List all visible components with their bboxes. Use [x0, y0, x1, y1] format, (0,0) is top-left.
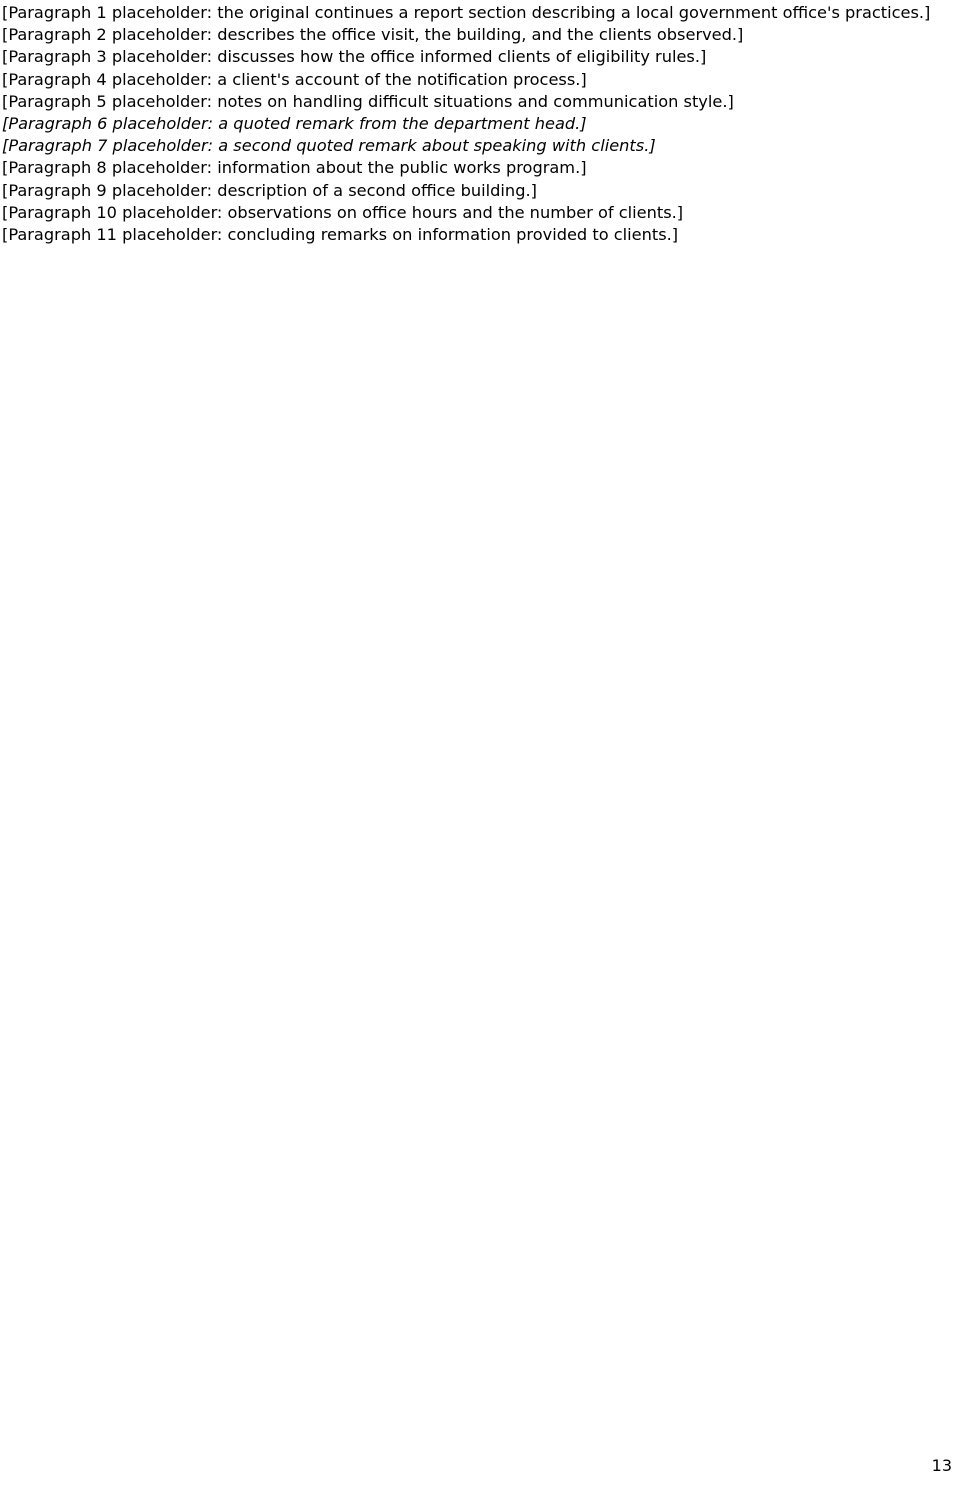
paragraph: [Paragraph 5 placeholder: notes on handling difficult situations and communication style.] [2, 91, 734, 111]
paragraph: [Paragraph 7 placeholder: a second quoted remark about speaking with clients.] [2, 136, 656, 156]
paragraph: [Paragraph 4 placeholder: a client's account of the notification process.] [2, 69, 587, 89]
paragraph: [Paragraph 6 placeholder: a quoted remark from the department head.] [2, 114, 587, 134]
page-number: 13 [931, 1455, 952, 1475]
paragraph: [Paragraph 10 placeholder: observations on office hours and the number of clients.] [2, 202, 684, 222]
paragraph: [Paragraph 1 placeholder: the original continues a report section describing a local government office's practices.] [2, 3, 931, 22]
paragraph: [Paragraph 9 placeholder: description of a second office building.] [2, 180, 537, 200]
paragraph: [Paragraph 8 placeholder: information about the public works program.] [2, 158, 587, 178]
paragraph: [Paragraph 11 placeholder: concluding remarks on information provided to clients.] [2, 225, 679, 245]
body-text [2, 2, 958, 246]
paragraph: [Paragraph 3 placeholder: discusses how the office informed clients of eligibility rules.] [2, 47, 707, 67]
paragraph: [Paragraph 2 placeholder: describes the office visit, the building, and the clients observed.] [2, 25, 744, 45]
